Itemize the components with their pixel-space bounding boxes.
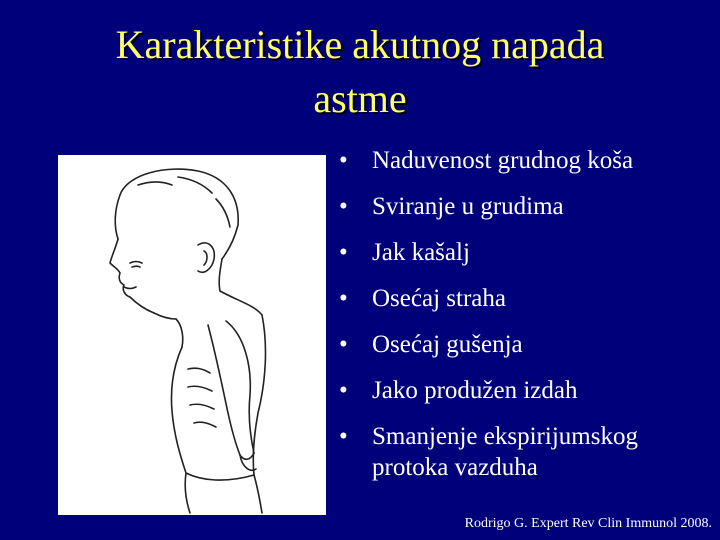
title-line-1: Karakteristike akutnog napada <box>115 22 605 67</box>
list-item <box>322 375 717 406</box>
list-item <box>322 329 717 360</box>
symptom-list <box>322 145 717 498</box>
list-item-text: Osećaj gušenja <box>372 331 523 358</box>
bullet-icon: • <box>339 423 348 450</box>
list-item <box>322 145 717 176</box>
bullet-icon: • <box>339 331 348 358</box>
bullet-icon: • <box>339 193 348 220</box>
bullet-icon: • <box>339 239 348 266</box>
list-item-text: Smanjenje ekspirijumskog protoka vazduha <box>372 423 638 481</box>
list-item <box>322 191 717 222</box>
list-item-text: Jako produžen izdah <box>372 377 578 404</box>
list-item-text: Sviranje u grudima <box>372 193 564 220</box>
list-item-text: Jak kašalj <box>372 239 470 266</box>
list-item-text: Naduvenost grudnog koša <box>372 147 634 174</box>
list-item <box>322 237 717 268</box>
citation: Rodrigo G. Expert Rev Clin Immunol 2008. <box>464 516 712 531</box>
bullet-icon: • <box>339 285 348 312</box>
list-item <box>322 421 717 483</box>
bullet-icon: • <box>339 377 348 404</box>
bullet-icon: • <box>339 147 348 174</box>
title-line-2: astme <box>313 76 407 121</box>
slide-title <box>20 18 700 126</box>
child-posture-illustration <box>58 155 326 515</box>
list-item-text: Osećaj straha <box>372 285 506 312</box>
list-item <box>322 283 717 314</box>
